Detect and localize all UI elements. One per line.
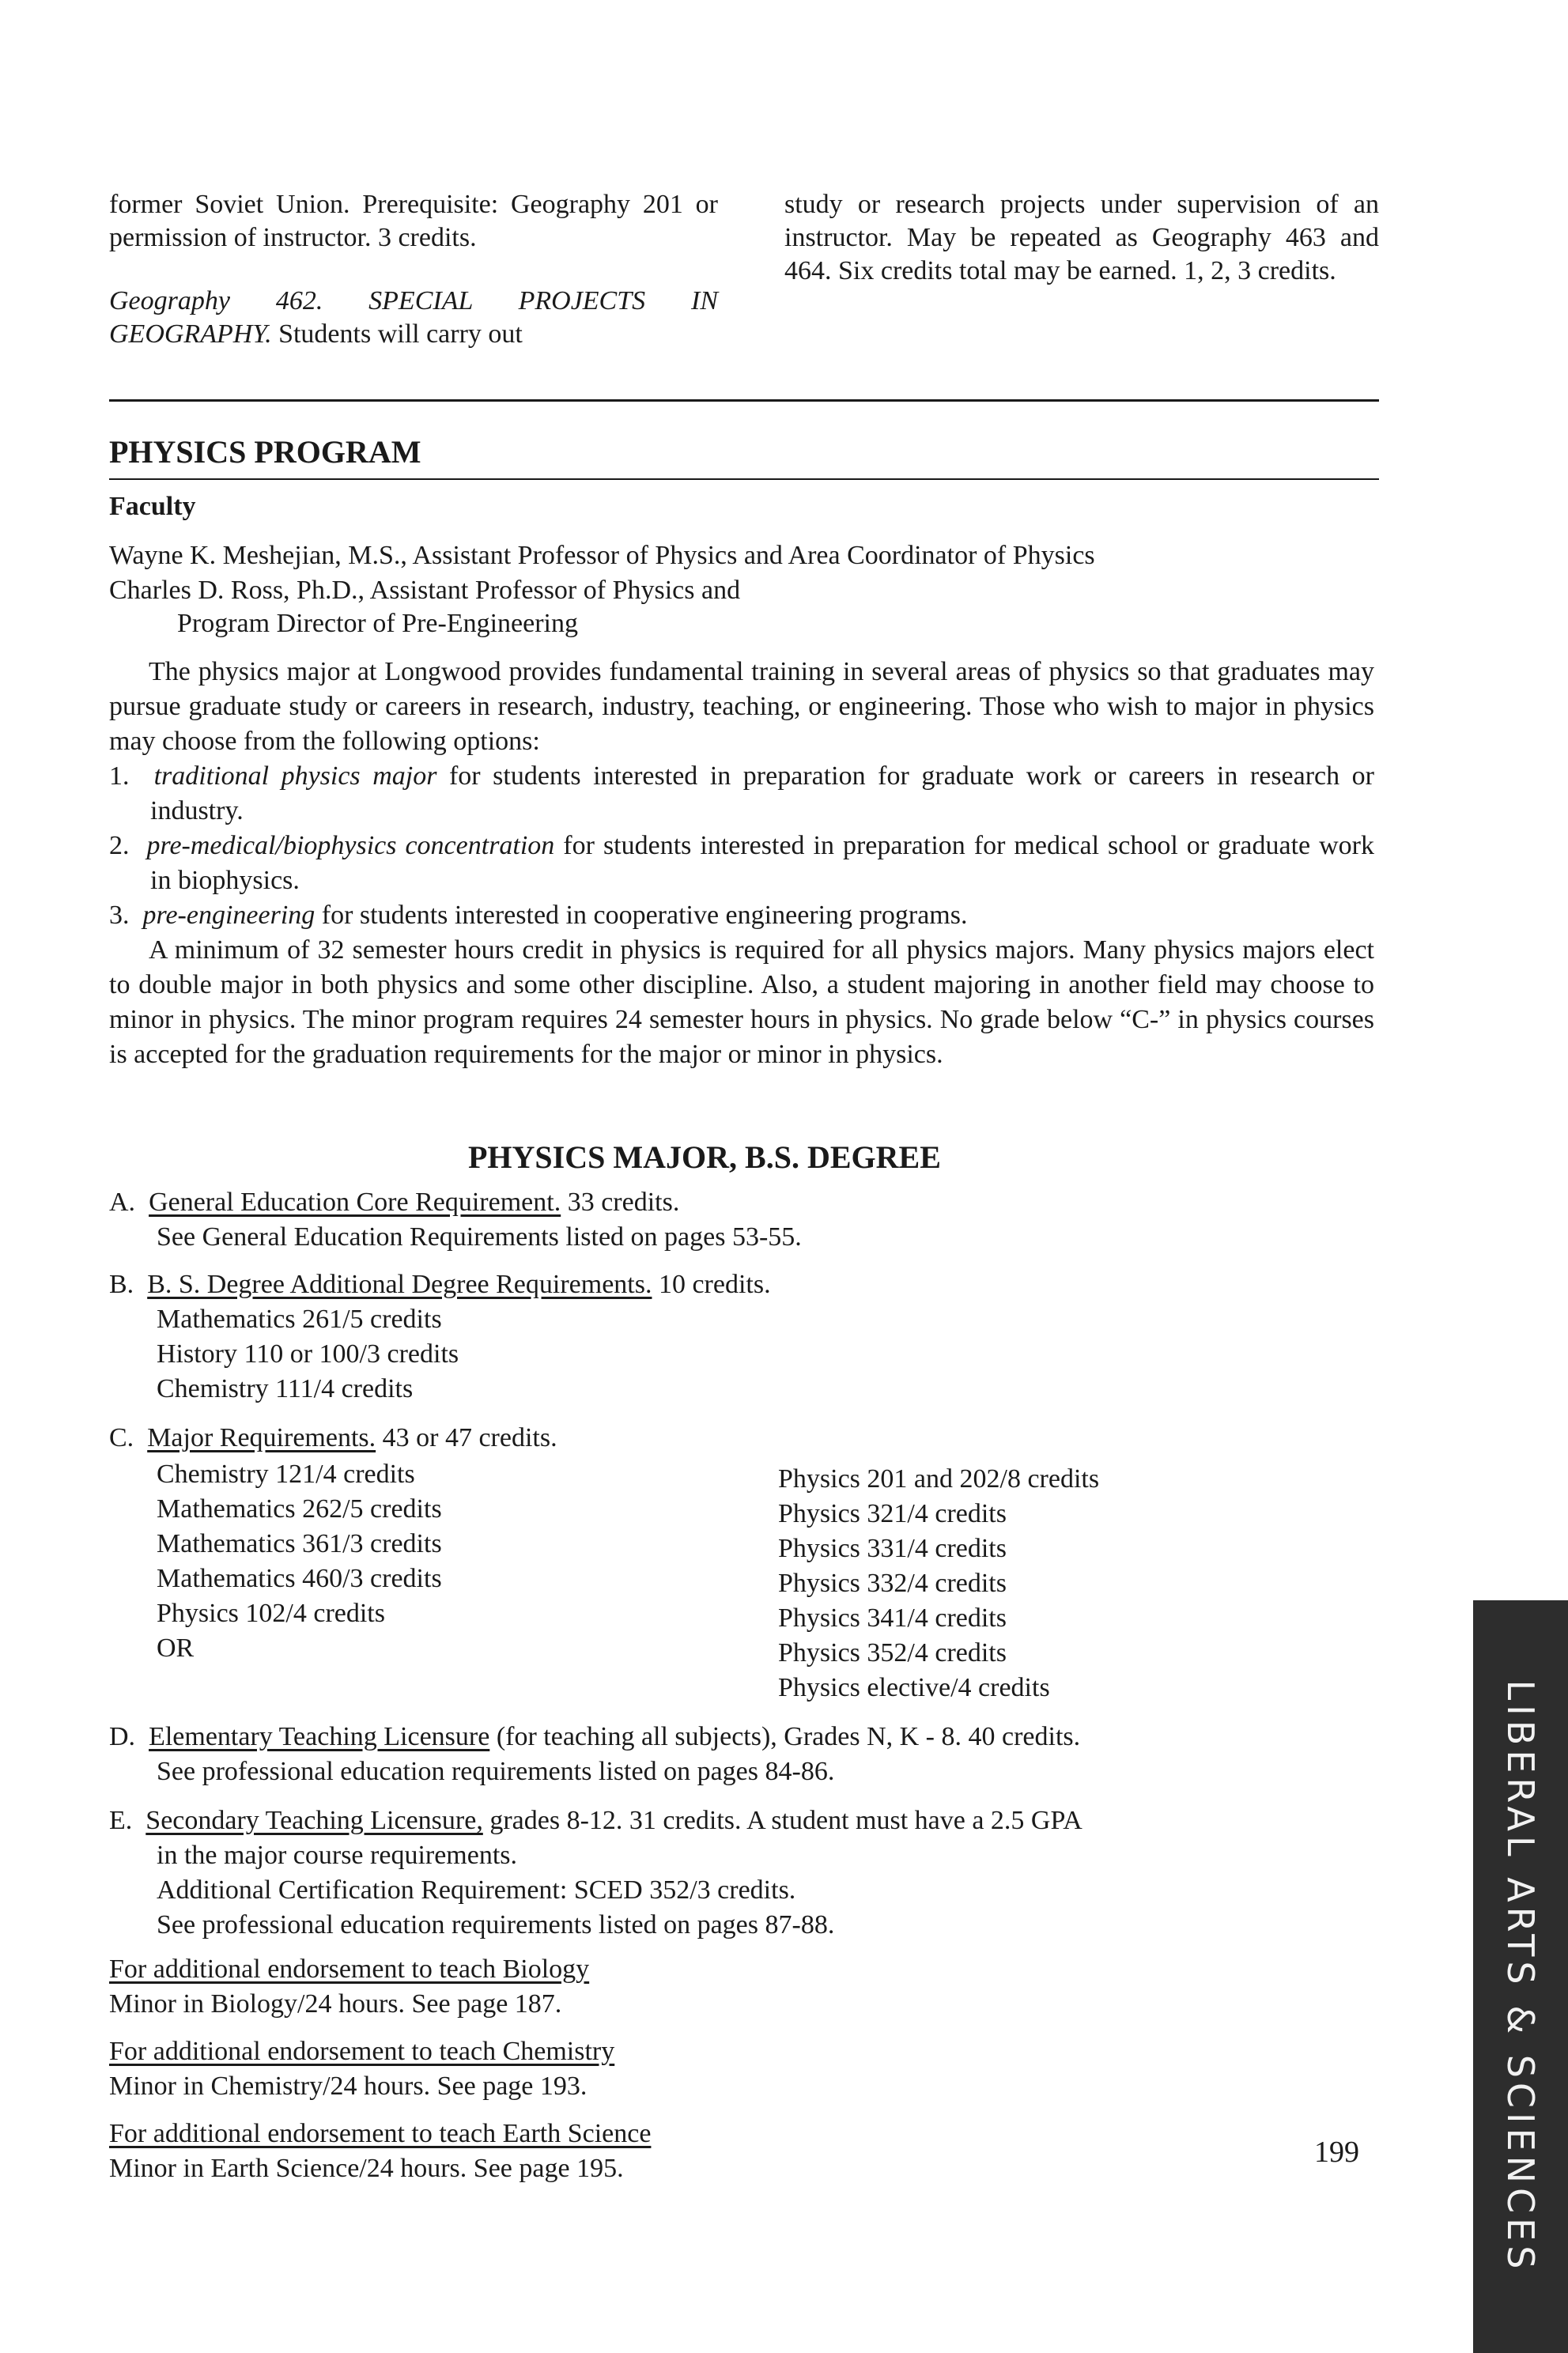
requirement-d-note: See professional education requirements listed on pages 84-86. (157, 1757, 835, 1786)
requirement-c-right-item: Physics 352/4 credits (778, 1638, 1007, 1667)
requirement-c-credits: 43 or 47 credits. (376, 1423, 557, 1452)
option-2 (109, 829, 1374, 898)
requirement-e (109, 1806, 1082, 1836)
requirement-c-title: Major Requirements. (147, 1423, 376, 1452)
requirement-c-right-item: Physics 341/4 credits (778, 1603, 1007, 1633)
requirement-c-right-item: Physics 331/4 credits (778, 1534, 1007, 1563)
endorsement-biology-note: Minor in Biology/24 hours. See page 187. (109, 1989, 562, 2019)
requirement-e-title: Secondary Teaching Licensure, (145, 1806, 483, 1835)
endorsement-chemistry-title: For additional endorsement to teach Chemistry (109, 2037, 615, 2066)
requirement-d-label: D. (109, 1722, 136, 1751)
endorsement-chemistry-note: Minor in Chemistry/24 hours. See page 193. (109, 2072, 588, 2101)
requirement-b-label: B. (109, 1270, 134, 1299)
requirement-b-item: History 110 or 100/3 credits (157, 1339, 459, 1369)
program-heading-rule (109, 478, 1379, 480)
minimum-credits-paragraph: A minimum of 32 semester hours credit in physics is required for all physics majors. Many physics majors elect to double major in both physics and some other discipline. Also, a student majoring in another field may choose to minor in physics. The minor program requires 24 semester hours in physics. No grade below “C-” in physics courses is accepted for the graduation requirements for the major or minor in physics. (109, 935, 1374, 1069)
top-right-column (784, 188, 1379, 288)
faculty-member-1: Wayne K. Meshejian, M.S., Assistant Professor of Physics and Area Coordinator of Physics (109, 541, 1095, 570)
requirement-e-label: E. (109, 1806, 133, 1835)
top-left-paragraph: former Soviet Union. Prerequisite: Geography 201 or permission of instructor. 3 credits. (109, 190, 718, 252)
intro-paragraph: The physics major at Longwood provides fundamental training in several areas of physics so that graduates may pursue graduate study or careers in research, industry, teaching, or engineering. Those who wish to major in physics may choose from the following options: (109, 657, 1374, 756)
option-3-term: pre-engineering (142, 901, 315, 930)
requirement-c-right-item: Physics elective/4 credits (778, 1673, 1050, 1702)
requirement-d (109, 1722, 1080, 1752)
requirement-c-left-item: Chemistry 121/4 credits (157, 1460, 415, 1489)
option-2-text: for students interested in preparation for medical school or graduate work in biophysics. (150, 831, 1374, 895)
requirement-a-note: See General Education Requirements listed on pages 53-55. (157, 1222, 802, 1252)
requirement-e-line: See professional education requirements listed on pages 87-88. (157, 1910, 835, 1939)
program-description (109, 655, 1374, 1072)
endorsement-earth-science-title: For additional endorsement to teach Earth Science (109, 2119, 652, 2148)
requirement-a-title: General Education Core Requirement. (149, 1188, 561, 1217)
requirement-b-title: B. S. Degree Additional Degree Requirements. (147, 1270, 652, 1299)
endorsement-earth-science-note: Minor in Earth Science/24 hours. See page 195. (109, 2154, 624, 2183)
top-left-column (109, 188, 718, 351)
program-heading: PHYSICS PROGRAM (109, 434, 421, 470)
option-1-term: traditional physics major (153, 761, 437, 791)
faculty-member-2-role: Program Director of Pre-Engineering (177, 609, 578, 638)
requirement-e-credits: grades 8-12. 31 credits. A student must have a 2.5 GPA (482, 1806, 1082, 1835)
option-3 (109, 898, 1374, 933)
requirement-b (109, 1270, 771, 1300)
requirement-b-item: Chemistry 111/4 credits (157, 1374, 414, 1403)
page-number: 199 (1314, 2136, 1359, 2169)
requirement-a (109, 1188, 679, 1218)
major-heading: PHYSICS MAJOR, B.S. DEGREE (468, 1139, 941, 1175)
requirement-b-item: Mathematics 261/5 credits (157, 1305, 442, 1334)
requirement-c-label: C. (109, 1423, 134, 1452)
requirement-a-credits: 33 credits. (561, 1188, 680, 1217)
requirement-e-line: Additional Certification Requirement: SCED 352/3 credits. (157, 1875, 796, 1905)
requirement-c-left-item: Mathematics 262/5 credits (157, 1494, 442, 1524)
geography-462-title: Geography 462. SPECIAL PROJECTS IN GEOGRAPHY. (109, 286, 718, 349)
requirement-b-credits: 10 credits. (652, 1270, 771, 1299)
endorsement-biology-title: For additional endorsement to teach Biology (109, 1955, 590, 1984)
top-right-paragraph: study or research projects under supervision of an instructor. May be repeated as Geography 463 and 464. Six credits total may be earned. 1, 2, 3 credits. (784, 190, 1379, 285)
option-2-number: 2. (109, 831, 130, 860)
requirement-c-right-item: Physics 332/4 credits (778, 1569, 1007, 1598)
option-1 (109, 759, 1374, 829)
requirement-d-title: Elementary Teaching Licensure (149, 1722, 490, 1751)
option-2-term: pre-medical/biophysics concentration (146, 831, 555, 860)
option-1-number: 1. (109, 761, 130, 791)
section-thumb-tab-label: LIBERAL ARTS & SCIENCES (1499, 1679, 1542, 2274)
section-divider (109, 399, 1379, 402)
requirement-c-right-item: Physics 201 and 202/8 credits (778, 1464, 1100, 1494)
requirement-c-left-item: OR (157, 1634, 195, 1663)
requirement-c-left-item: Physics 102/4 credits (157, 1599, 385, 1628)
requirement-c-right-item: Physics 321/4 credits (778, 1499, 1007, 1528)
option-3-text: for students interested in cooperative engineering programs. (315, 901, 968, 930)
option-1-text: for students interested in preparation for graduate work or careers in research or industry. (150, 761, 1374, 825)
faculty-member-2: Charles D. Ross, Ph.D., Assistant Professor of Physics and (109, 576, 741, 605)
geography-462-text: Students will carry out (271, 319, 523, 349)
geography-462-paragraph (109, 285, 718, 351)
requirement-e-line: in the major course requirements. (157, 1841, 518, 1870)
requirement-d-credits: (for teaching all subjects), Grades N, K - 8. 40 credits. (489, 1722, 1081, 1751)
requirement-c-left-item: Mathematics 460/3 credits (157, 1564, 442, 1593)
requirement-c-left-item: Mathematics 361/3 credits (157, 1529, 442, 1558)
requirement-a-label: A. (109, 1188, 136, 1217)
faculty-heading: Faculty (109, 492, 196, 521)
requirement-c (109, 1423, 557, 1453)
option-3-number: 3. (109, 901, 130, 930)
